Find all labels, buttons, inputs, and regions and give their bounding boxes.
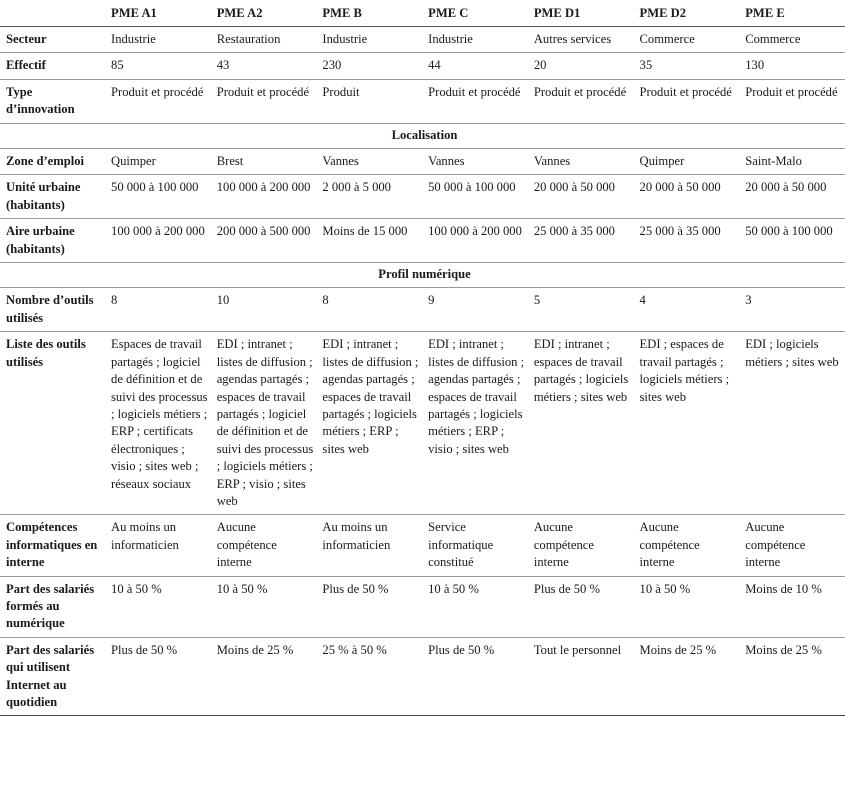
row-label: Type d’innovation bbox=[6, 84, 75, 117]
table-cell: Produit et procédé bbox=[111, 84, 204, 99]
table-cell: Quimper bbox=[111, 154, 156, 169]
header-pme-c: PME C bbox=[428, 6, 469, 20]
row-label: Part des salariés formés au numérique bbox=[6, 581, 95, 631]
table-row bbox=[0, 79, 845, 123]
table-cell: Commerce bbox=[639, 32, 695, 46]
table-cell: EDI ; intranet ; listes de diffusion ; agendas partagés ; espaces de travail partagés ; logiciel de définition et de suivi des processus ; logiciels métiers ; ERP ; visio ; sites web bbox=[216, 337, 314, 508]
section-row-profil-numerique bbox=[0, 263, 845, 288]
row-label: Effectif bbox=[6, 58, 46, 73]
table-cell: Moins de 15 000 bbox=[322, 224, 408, 239]
table-row bbox=[0, 515, 845, 576]
table-cell: 50 000 à 100 000 bbox=[428, 180, 516, 195]
table-cell: Moins de 25 % bbox=[639, 642, 717, 657]
row-label: Nombre d’outils utilisés bbox=[6, 293, 94, 325]
table-cell: 2 000 à 5 000 bbox=[322, 180, 391, 195]
table-cell: 50 000 à 100 000 bbox=[111, 180, 199, 195]
table-cell: 25 000 à 35 000 bbox=[639, 224, 721, 239]
table-cell: Service informatique constitué bbox=[428, 520, 494, 570]
table-cell: Produit et procédé bbox=[533, 84, 627, 99]
table-cell: Tout le personnel bbox=[533, 642, 622, 657]
table-cell: 4 bbox=[639, 293, 646, 308]
table-cell: 230 bbox=[322, 58, 342, 73]
table-cell: 100 000 à 200 000 bbox=[111, 224, 205, 239]
table-cell: EDI ; intranet ; espaces de travail partagés ; logiciels métiers ; sites web bbox=[533, 337, 629, 404]
header-pme-e: PME E bbox=[745, 6, 785, 20]
row-label: Compétences informatiques en interne bbox=[6, 520, 98, 570]
header-pme-b: PME B bbox=[322, 6, 362, 20]
table-cell: 8 bbox=[111, 293, 118, 308]
table-cell: Commerce bbox=[745, 32, 801, 46]
table-cell: Produit bbox=[322, 84, 360, 99]
table-cell: 43 bbox=[216, 58, 230, 73]
table-cell: Plus de 50 % bbox=[111, 642, 178, 657]
table-cell: 20 000 à 50 000 bbox=[745, 180, 827, 195]
table-row bbox=[0, 149, 845, 175]
table-cell: Industrie bbox=[111, 32, 156, 46]
table-cell: 44 bbox=[428, 58, 441, 73]
table-cell: Produit et procédé bbox=[639, 84, 732, 99]
table-cell: Moins de 25 % bbox=[216, 642, 294, 657]
table-cell: Produit et procédé bbox=[428, 84, 521, 99]
table-cell: 200 000 à 500 000 bbox=[216, 224, 311, 239]
section-row-localisation bbox=[0, 123, 845, 148]
table-cell: Vannes bbox=[322, 154, 359, 169]
header-pme-a1: PME A1 bbox=[111, 6, 157, 20]
table-cell: 130 bbox=[745, 58, 765, 73]
table-cell: Plus de 50 % bbox=[322, 581, 389, 596]
table-cell: 5 bbox=[533, 293, 541, 308]
table-cell: 50 000 à 100 000 bbox=[745, 224, 833, 239]
table-cell: 10 à 50 % bbox=[111, 581, 162, 596]
table-cell: EDI ; logiciels métiers ; sites web bbox=[745, 337, 839, 369]
row-label: Zone d’emploi bbox=[6, 154, 85, 169]
table-cell: Produit et procédé bbox=[216, 84, 310, 99]
table-cell: Moins de 25 % bbox=[745, 642, 822, 657]
table-cell: 100 000 à 200 000 bbox=[216, 180, 311, 195]
table-cell: 10 bbox=[216, 293, 230, 308]
table-cell: EDI ; espaces de travail partagés ; logiciels métiers ; sites web bbox=[639, 337, 730, 404]
table-row bbox=[0, 637, 845, 716]
table-cell: Autres services bbox=[533, 32, 612, 46]
table-cell: Vannes bbox=[428, 154, 465, 169]
header-row bbox=[0, 0, 845, 27]
table-cell: 35 bbox=[639, 58, 653, 73]
table-cell: Espaces de travail partagés ; logiciel de définition et de suivi des processus ; logiciels métiers ; ERP ; certificats électroniques ; visio ; sites web ; réseaux sociaux bbox=[111, 337, 208, 491]
table-row bbox=[0, 175, 845, 219]
table-cell: 10 à 50 % bbox=[639, 581, 691, 596]
table-row bbox=[0, 53, 845, 79]
table-cell: EDI ; intranet ; listes de diffusion ; agendas partagés ; espaces de travail partagés ; logiciels métiers ; ERP ; visio ; sites web bbox=[428, 337, 525, 456]
row-label: Liste des outils utilisés bbox=[6, 337, 86, 369]
table-cell: Brest bbox=[216, 154, 244, 169]
table-row bbox=[0, 288, 845, 332]
table-cell: 25 000 à 35 000 bbox=[533, 224, 615, 239]
table-cell: EDI ; intranet ; listes de diffusion ; agendas partagés ; espaces de travail partagés ; logiciels métiers ; ERP ; sites web bbox=[322, 337, 419, 456]
table-cell: 20 000 à 50 000 bbox=[639, 180, 721, 195]
header-empty bbox=[0, 0, 105, 27]
header-pme-d1: PME D1 bbox=[533, 6, 581, 20]
row-label: Aire urbaine (habitants) bbox=[6, 224, 75, 256]
table-cell: 85 bbox=[111, 58, 124, 73]
table-cell: 3 bbox=[745, 293, 752, 308]
table-cell: Produit et procédé bbox=[745, 84, 838, 99]
section-heading: Profil numérique bbox=[378, 267, 471, 282]
table-row bbox=[0, 27, 845, 53]
table-cell: Vannes bbox=[533, 154, 571, 169]
header-pme-a2: PME A2 bbox=[216, 6, 263, 20]
table-cell: 10 à 50 % bbox=[428, 581, 479, 596]
table-row bbox=[0, 576, 845, 637]
table-cell: Plus de 50 % bbox=[428, 642, 495, 657]
row-label: Part des salariés qui utilisent Internet au quotidien bbox=[6, 642, 95, 709]
section-heading: Localisation bbox=[391, 127, 458, 142]
table-cell: 9 bbox=[428, 293, 435, 308]
header-pme-d2: PME D2 bbox=[639, 6, 687, 20]
table-row bbox=[0, 219, 845, 263]
table-cell: Saint-Malo bbox=[745, 154, 802, 169]
table-cell: Moins de 10 % bbox=[745, 581, 822, 596]
table-cell: Aucune compétence interne bbox=[533, 520, 594, 570]
table-cell: 25 % à 50 % bbox=[322, 642, 387, 657]
table-cell: Quimper bbox=[639, 154, 685, 169]
row-label: Secteur bbox=[6, 32, 47, 46]
table-cell: Aucune compétence interne bbox=[216, 520, 277, 570]
table-cell: Aucune compétence interne bbox=[745, 520, 806, 570]
table-cell: Industrie bbox=[322, 32, 368, 46]
table-cell: Au moins un informaticien bbox=[322, 520, 391, 552]
table-row bbox=[0, 332, 845, 515]
table-cell: Industrie bbox=[428, 32, 473, 46]
table-cell: 20 bbox=[533, 58, 547, 73]
table-cell: 20 000 à 50 000 bbox=[533, 180, 615, 195]
table-cell: 8 bbox=[322, 293, 329, 308]
row-label: Unité urbaine (habitants) bbox=[6, 180, 81, 212]
table-cell: Au moins un informaticien bbox=[111, 520, 179, 552]
table-cell: Aucune compétence interne bbox=[639, 520, 700, 570]
table-cell: Restauration bbox=[216, 32, 281, 46]
table-cell: 10 à 50 % bbox=[216, 581, 268, 596]
table-cell: Plus de 50 % bbox=[533, 581, 600, 596]
table-body bbox=[0, 27, 845, 716]
table-cell: 100 000 à 200 000 bbox=[428, 224, 522, 239]
